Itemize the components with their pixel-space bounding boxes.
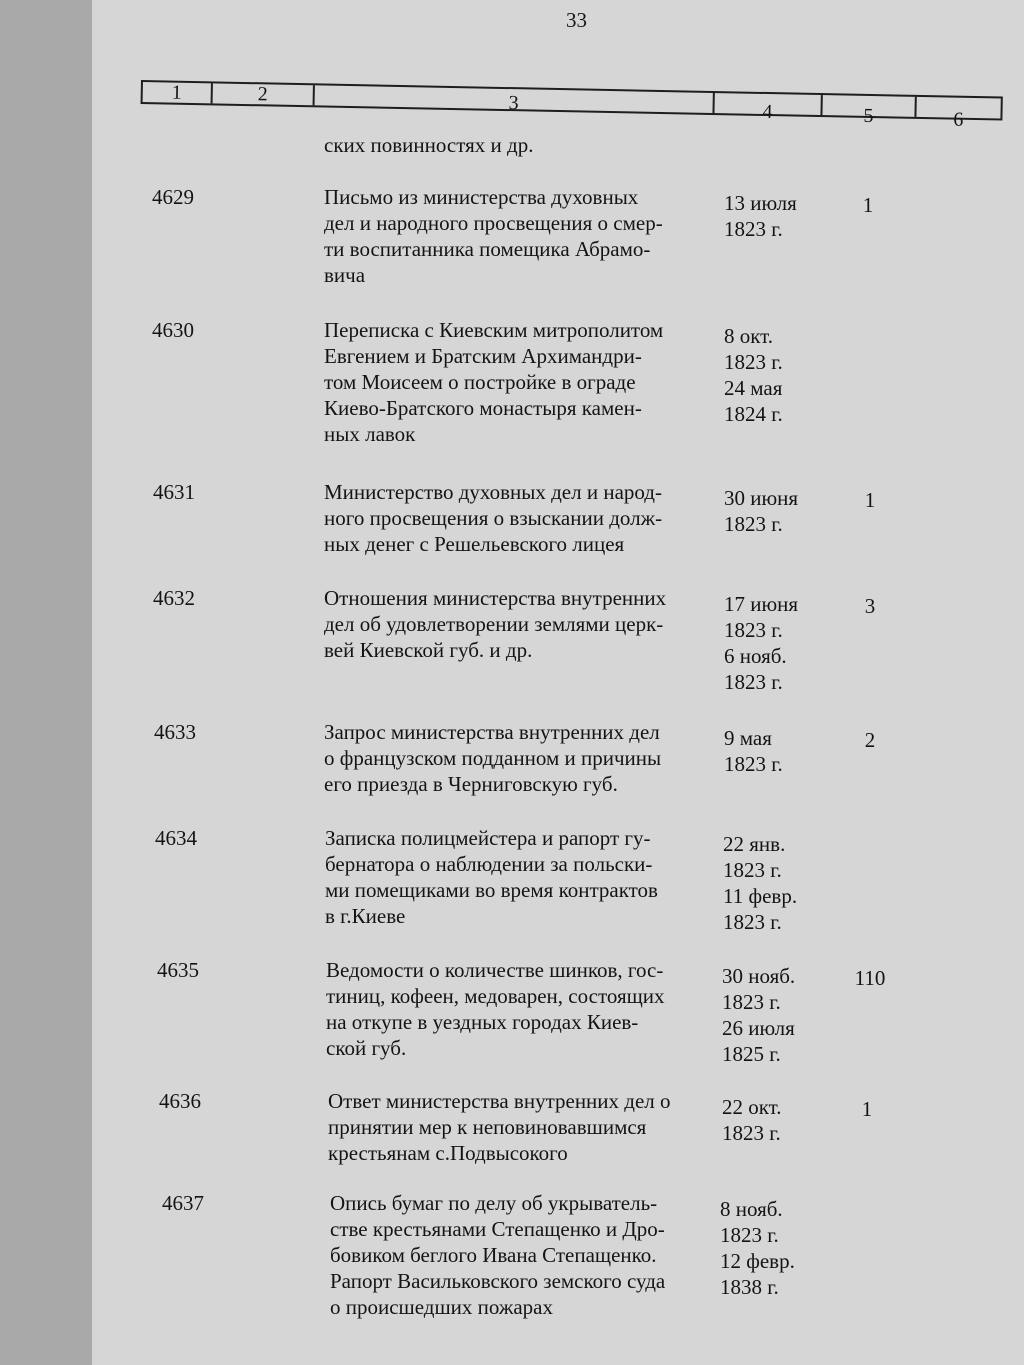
entry-description-line: о происшедших пожарах <box>330 1295 553 1319</box>
entry-dates <box>722 1094 832 1146</box>
entry-description-line: Рапорт Васильковского земского суда <box>330 1269 666 1293</box>
entry-description <box>324 585 714 663</box>
entry-description-line: Министерство духовных дел и народ- <box>324 480 662 504</box>
entry-description-line: Запрос министерства внутренних дел <box>324 720 660 744</box>
entry-date-line: 30 июня <box>724 486 799 510</box>
entry-description-line: дел и народного просвещения о смер- <box>324 211 663 235</box>
entry-description-line: Ведомости о количестве шинков, гос- <box>326 958 664 982</box>
entry-dates <box>724 323 834 427</box>
page-number: 33 <box>566 8 587 32</box>
entry-number: 4634 <box>155 826 197 850</box>
entry-description <box>324 317 714 447</box>
entry-date-line: 26 июля <box>722 1016 795 1040</box>
entry-sheet-count: 2 <box>864 728 876 752</box>
entry-date-line: 24 мая <box>724 376 783 400</box>
book-fold <box>0 0 92 1365</box>
entry-number: 4633 <box>154 720 196 744</box>
entry-date-line: 1823 г. <box>724 350 783 374</box>
entry-date-line: 17 июня <box>724 592 799 616</box>
entry-date-line: 1823 г. <box>723 910 782 934</box>
entry-description-line: Письмо из министерства духовных <box>324 185 639 209</box>
entry-date-line: 6 нояб. <box>724 644 787 668</box>
entry-sheet-count: 1 <box>864 488 876 512</box>
entry-description <box>324 184 714 288</box>
entry-dates <box>723 831 833 935</box>
entry-number: 4635 <box>157 958 199 982</box>
entry-description-line: ской губ. <box>326 1036 407 1060</box>
entry-date-line: 1823 г. <box>724 618 783 642</box>
entry-description-line: Опись бумаг по делу об укрыватель- <box>330 1191 658 1215</box>
entry-description-line: Отношения министерства внутренних <box>324 586 667 610</box>
entry-description-line: ми помещиками во время контрактов <box>325 878 658 902</box>
column-header-3: 3 <box>315 85 715 113</box>
entry-description <box>330 1190 720 1320</box>
entry-number: 4636 <box>159 1089 201 1113</box>
entry-date-line: 1823 г. <box>724 670 783 694</box>
entry-description-line: крестьянам с.Подвысокого <box>328 1141 568 1165</box>
entry-date-line: 1824 г. <box>724 402 783 426</box>
entry-sheet-count: 3 <box>864 594 876 618</box>
column-header-5: 5 <box>822 95 916 117</box>
entry-description-line: принятии мер к неповиновавшимся <box>328 1115 647 1139</box>
entry-number: 4632 <box>153 586 195 610</box>
entry-dates <box>724 725 834 777</box>
column-header-2: 2 <box>213 83 315 105</box>
entry-description-line: Записка полицмейстера и рапорт гу- <box>325 826 651 850</box>
entry-description-line: Ответ министерства внутренних дел о <box>328 1089 671 1113</box>
entry-date-line: 22 янв. <box>723 832 786 856</box>
entry-number: 4629 <box>152 185 194 209</box>
entry-date-line: 1823 г. <box>724 217 783 241</box>
entry-description <box>328 1088 718 1166</box>
entry-description-line: Киево-Братского монастыря камен- <box>324 396 642 420</box>
entry-description-line: ного просвещения о взыскании долж- <box>324 506 663 530</box>
entry-date-line: 8 окт. <box>724 324 774 348</box>
column-header-4: 4 <box>714 93 822 115</box>
column-header-6: 6 <box>953 108 964 131</box>
entry-description-line: бовиком беглого Ивана Степащенко. <box>330 1243 657 1267</box>
entry-dates <box>722 963 832 1067</box>
entry-date-line: 9 мая <box>724 726 772 750</box>
entry-date-line: 1823 г. <box>722 990 781 1014</box>
entry-date-line: 30 нояб. <box>722 964 796 988</box>
entry-description <box>326 957 716 1061</box>
entry-description-line: дел об удовлетворении землями церк- <box>324 612 664 636</box>
entry-sheet-count: 110 <box>854 966 886 990</box>
entry-description-line: вича <box>324 263 366 287</box>
entry-description-line: ти воспитанника помещика Абрамо- <box>324 237 651 261</box>
entry-date-line: 1823 г. <box>724 752 783 776</box>
entry-description <box>325 825 715 929</box>
entry-sheet-count: 1 <box>862 193 874 217</box>
entry-dates <box>724 485 834 537</box>
entry-date-line: 1823 г. <box>723 858 782 882</box>
entry-dates <box>724 591 834 695</box>
entry-number: 4637 <box>162 1191 204 1215</box>
entry-description-line: о французском подданном и причины <box>324 746 662 770</box>
entry-description-line: его приезда в Черниговскую губ. <box>324 772 618 796</box>
entry-number: 4630 <box>152 318 194 342</box>
entry-date-line: 22 окт. <box>722 1095 782 1119</box>
entry-description-line: Переписка с Киевским митрополитом <box>324 318 664 342</box>
entry-description-line: тиниц, кофеен, медоварен, состоящих <box>326 984 665 1008</box>
column-header-1: 1 <box>143 82 213 103</box>
entry-description-line: в г.Киеве <box>325 904 406 928</box>
entry-description-line: стве крестьянами Степащенко и Дро- <box>330 1217 665 1241</box>
entry-description <box>324 479 714 557</box>
entry-description-line: том Моисеем о постройке в ограде <box>324 370 636 394</box>
entry-date-line: 13 июля <box>724 191 797 215</box>
entry-dates <box>720 1196 830 1300</box>
entry-date-line: 1825 г. <box>722 1042 781 1066</box>
entry-dates <box>724 190 834 242</box>
entry-description-line: вей Киевской губ. и др. <box>324 638 533 662</box>
entry-description-line: ных лавок <box>324 422 416 446</box>
entry-date-line: 1838 г. <box>720 1275 779 1299</box>
entry-description-line: Евгением и Братским Архимандри- <box>324 344 642 368</box>
entry-description-line: бернатора о наблюдении за польски- <box>325 852 653 876</box>
entry-date-line: 12 февр. <box>720 1249 795 1273</box>
entry-date-line: 1823 г. <box>720 1223 779 1247</box>
entry-description-line: ных денег с Решельевского лицея <box>324 532 625 556</box>
entry-date-line: 1823 г. <box>724 512 783 536</box>
entry-date-line: 1823 г. <box>722 1121 781 1145</box>
entry-date-line: 8 нояб. <box>720 1197 783 1221</box>
continuation-text: ских повинностях и др. <box>324 133 534 157</box>
entry-sheet-count: 1 <box>861 1097 873 1121</box>
entry-description-line: на откупе в уездных городах Киев- <box>326 1010 639 1034</box>
entry-number: 4631 <box>153 480 195 504</box>
entry-date-line: 11 февр. <box>723 884 798 908</box>
entry-description <box>324 719 714 797</box>
